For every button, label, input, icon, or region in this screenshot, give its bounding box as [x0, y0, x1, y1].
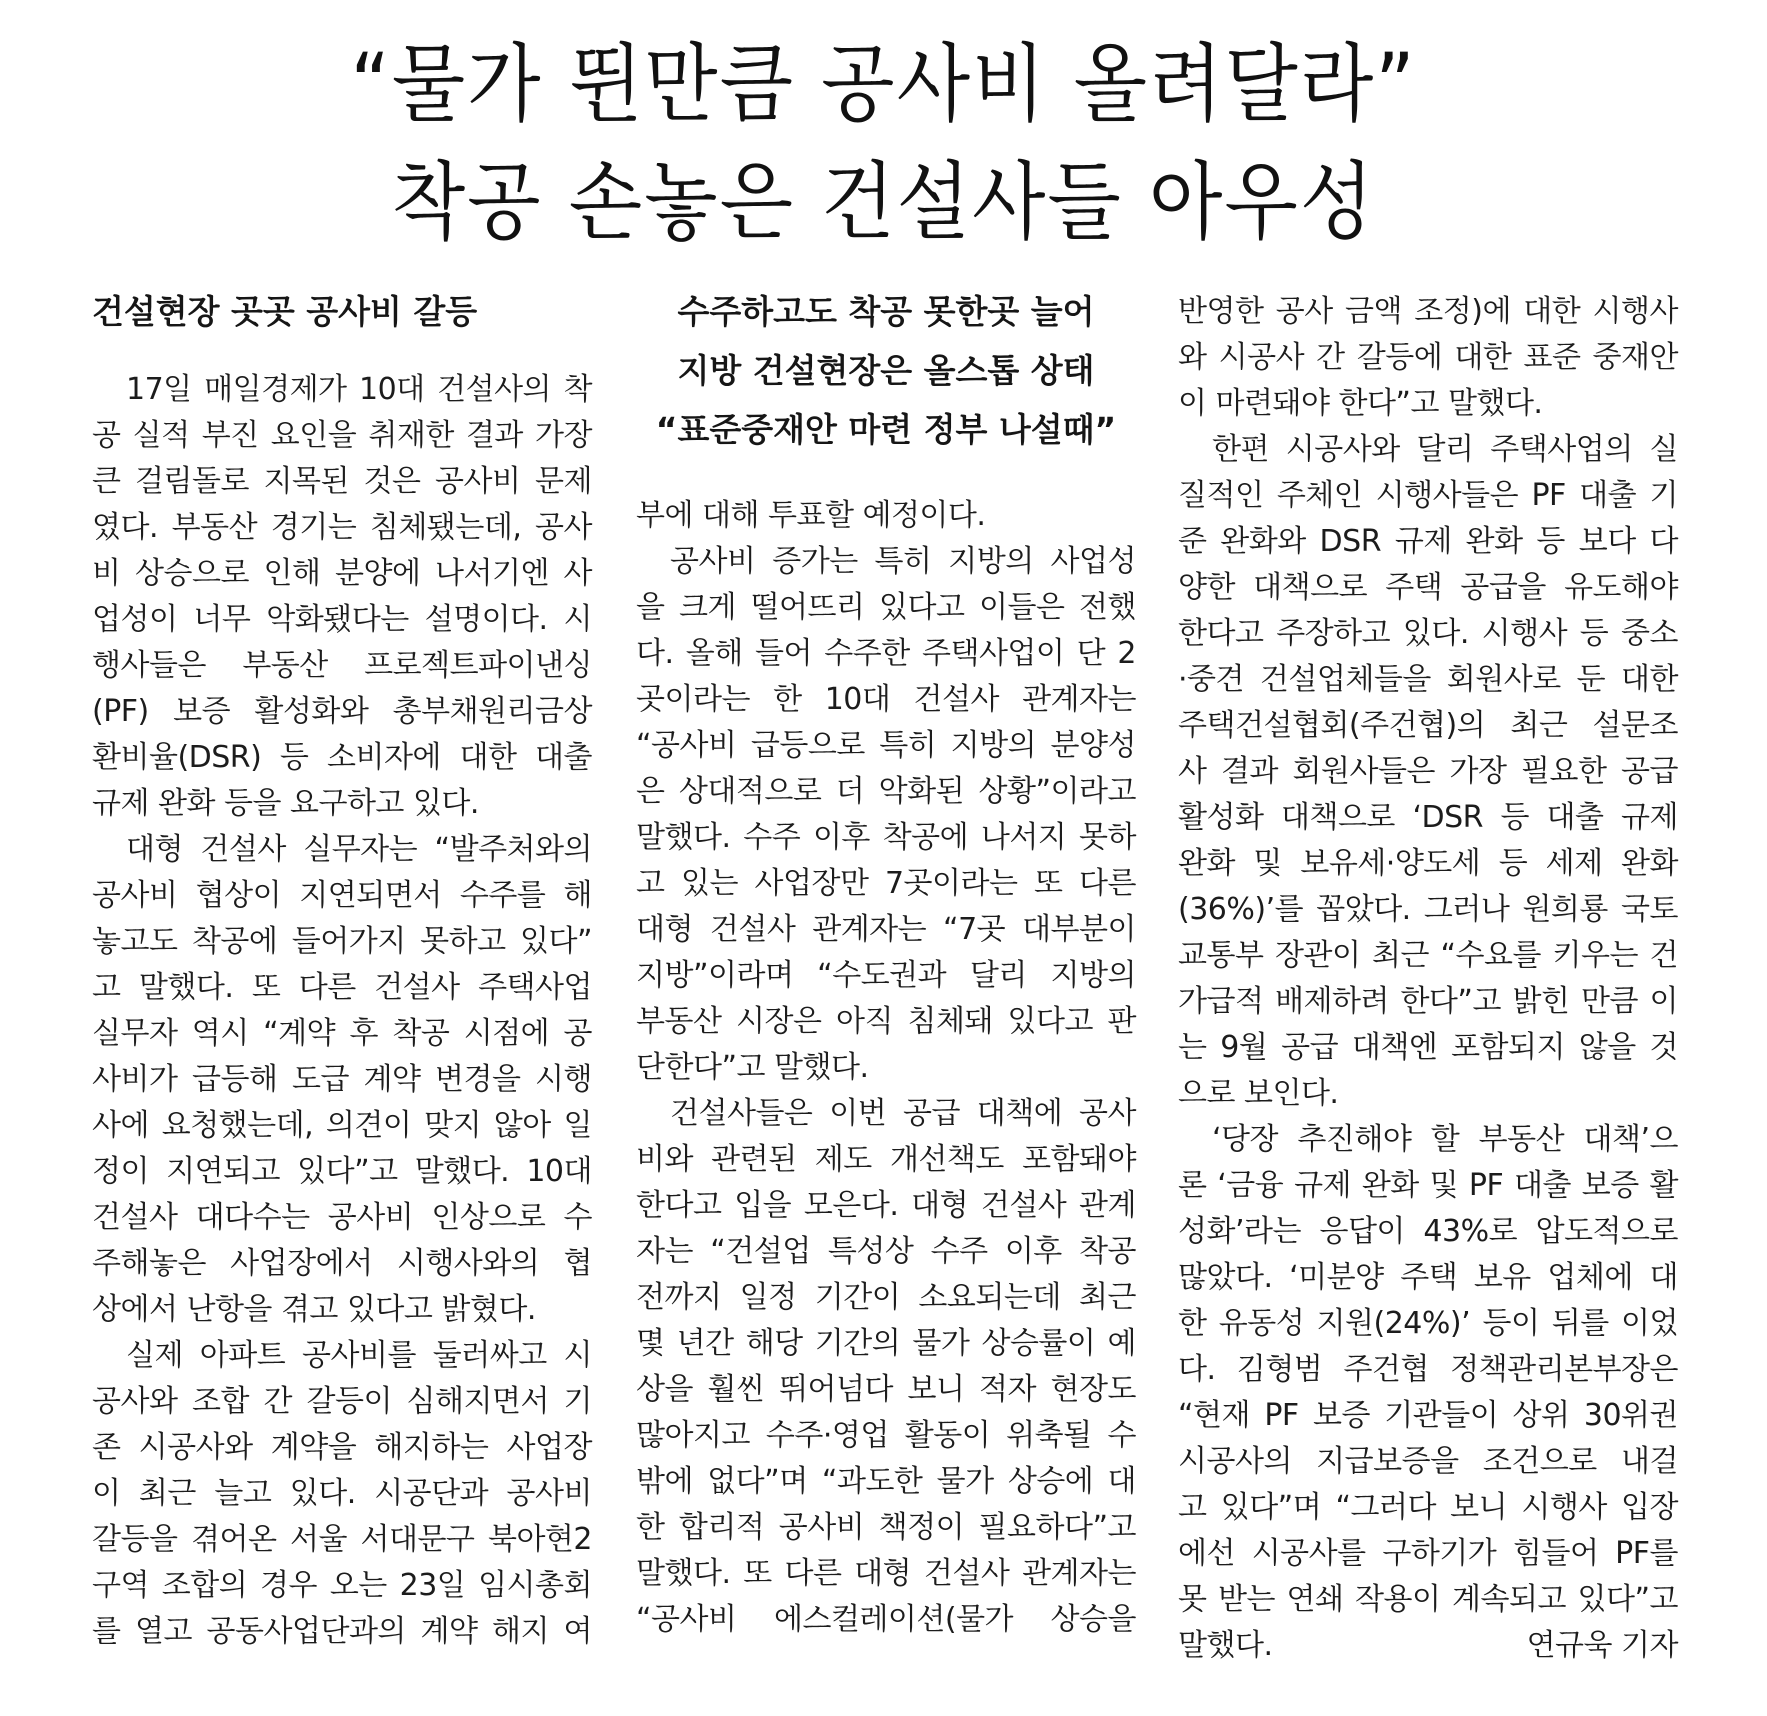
column-2-subheading-1: 수주하고도 착공 못한곳 늘어 — [677, 292, 1095, 331]
body-line: 였다. 부동산 경기는 침체됐는데, 공사 — [92, 510, 592, 545]
body-line: 와 시공사 간 갈등에 대한 표준 중재안 — [1178, 340, 1678, 375]
body-line: 한편 시공사와 달리 주택사업의 실 — [1212, 432, 1678, 467]
body-line: 규제 완화 등을 요구하고 있다. — [92, 786, 479, 821]
body-line: 말했다. 또 다른 대형 건설사 관계자는 — [636, 1556, 1136, 1591]
body-line: 큰 걸림돌로 지목된 것은 공사비 문제 — [92, 464, 592, 499]
body-line: 비와 관련된 제도 개선책도 포함돼야 — [636, 1142, 1136, 1177]
body-line: (PF) 보증 활성화와 총부채원리금상 — [92, 694, 592, 729]
body-line: 부에 대해 투표할 예정이다. — [636, 498, 986, 533]
column-2-subheading-2: 지방 건설현장은 올스톱 상태 — [677, 351, 1095, 390]
body-line: 가급적 배제하려 한다”고 밝힌 만큼 이 — [1178, 984, 1678, 1019]
body-line: 부동산 시장은 아직 침체돼 있다고 판 — [636, 1004, 1136, 1039]
body-line: 밖에 없다”며 “과도한 물가 상승에 대 — [636, 1464, 1136, 1499]
reporter-byline: 연규욱 기자 — [1526, 1628, 1678, 1663]
body-line: 건설사들은 이번 공급 대책에 공사 — [670, 1096, 1136, 1131]
body-line: 성화’라는 응답이 43%로 압도적으로 — [1178, 1214, 1678, 1249]
body-line: 교통부 장관이 최근 “수요를 키우는 건 — [1178, 938, 1678, 973]
body-line: 은 상대적으로 더 악화된 상황”이라고 — [636, 774, 1136, 809]
body-line: 전까지 일정 기간이 소요되는데 최근 — [636, 1280, 1136, 1315]
body-line: 놓고도 착공에 들어가지 못하고 있다” — [92, 924, 592, 959]
body-line: 지방”이라며 “수도권과 달리 지방의 — [636, 958, 1136, 993]
body-line: 자는 “건설업 특성상 수주 이후 착공 — [636, 1234, 1136, 1269]
body-line: 정이 지연되고 있다”고 말했다. 10대 — [92, 1154, 592, 1189]
body-line: 실제 아파트 공사비를 둘러싸고 시 — [126, 1338, 592, 1373]
body-line: 못 받는 연쇄 작용이 계속되고 있다”고 — [1178, 1582, 1678, 1617]
body-line: 갈등을 겪어온 서울 서대문구 북아현2 — [92, 1522, 592, 1557]
body-line: 질적인 주체인 시행사들은 PF 대출 기 — [1178, 478, 1678, 513]
body-line: 업성이 너무 악화됐다는 설명이다. 시 — [92, 602, 592, 637]
body-line: 상을 훨씬 뛰어넘다 보니 적자 현장도 — [636, 1372, 1136, 1407]
body-line: 공사비 증가는 특히 지방의 사업성 — [670, 544, 1136, 579]
body-line: 건설사 대다수는 공사비 인상으로 수 — [92, 1200, 592, 1235]
body-line: 17일 매일경제가 10대 건설사의 착 — [126, 372, 592, 407]
body-line: 완화 및 보유세·양도세 등 세제 완화 — [1178, 846, 1678, 881]
body-line: 몇 년간 해당 기간의 물가 상승률이 예 — [636, 1326, 1136, 1361]
body-line: 곳이라는 한 10대 건설사 관계자는 — [636, 682, 1136, 717]
body-line: 시공사의 지급보증을 조건으로 내걸 — [1178, 1444, 1678, 1479]
body-line: 주택건설협회(주건협)의 최근 설문조 — [1178, 708, 1678, 743]
body-line: 이 최근 늘고 있다. 시공단과 공사비 — [92, 1476, 592, 1511]
headline-line-2: 착공 손놓은 건설사들 아우성 — [391, 152, 1376, 252]
body-line: 존 시공사와 계약을 해지하는 사업장 — [92, 1430, 592, 1465]
closing-line-with-byline — [1178, 1623, 1678, 1669]
body-line: ·중견 건설업체들을 회원사로 둔 대한 — [1178, 662, 1678, 697]
body-line: 를 열고 공동사업단과의 계약 해지 여 — [92, 1614, 592, 1649]
body-line: 많아지고 수주·영업 활동이 위축될 수 — [636, 1418, 1136, 1453]
body-line: 말했다. — [1178, 1628, 1273, 1663]
body-line: “공사비 급등으로 특히 지방의 분양성 — [636, 728, 1136, 763]
body-line: 말했다. 수주 이후 착공에 나서지 못하 — [636, 820, 1136, 855]
body-line: 고 있다”며 “그러다 보니 시행사 입장 — [1178, 1490, 1678, 1525]
body-line: 으로 보인다. — [1178, 1076, 1339, 1111]
body-line: 한 합리적 공사비 책정이 필요하다”고 — [636, 1510, 1136, 1545]
body-line: 고 있는 사업장만 7곳이라는 또 다른 — [636, 866, 1136, 901]
body-line: 다. 김형범 주건협 정책관리본부장은 — [1178, 1352, 1678, 1387]
body-line: 에선 시공사를 구하기가 힘들어 PF를 — [1178, 1536, 1678, 1571]
body-line: 을 크게 떨어뜨리 있다고 이들은 전했 — [636, 590, 1136, 625]
body-line: 한 유동성 지원(24%)’ 등이 뒤를 이었 — [1178, 1306, 1678, 1341]
body-line: 고 말했다. 또 다른 건설사 주택사업 — [92, 970, 592, 1005]
body-line: “현재 PF 보증 기관들이 상위 30위권 — [1178, 1398, 1678, 1433]
body-line: 는 9월 공급 대책엔 포함되지 않을 것 — [1178, 1030, 1678, 1065]
body-line: 준 완화와 DSR 규제 완화 등 보다 다 — [1178, 524, 1678, 559]
body-line: 론 ‘금융 규제 완화 및 PF 대출 보증 활 — [1178, 1168, 1678, 1203]
body-line: 비 상승으로 인해 분양에 나서기엔 사 — [92, 556, 592, 591]
body-line: 한다고 입을 모은다. 대형 건설사 관계 — [636, 1188, 1136, 1223]
body-line: 사에 요청했는데, 의견이 맞지 않아 일 — [92, 1108, 592, 1143]
body-line: 환비율(DSR) 등 소비자에 대한 대출 — [92, 740, 592, 775]
body-line: 공사와 조합 간 갈등이 심해지면서 기 — [92, 1384, 592, 1419]
body-line: 많았다. ‘미분양 주택 보유 업체에 대 — [1178, 1260, 1678, 1295]
body-line: ‘당장 추진해야 할 부동산 대책’으 — [1212, 1122, 1678, 1157]
body-line: 대형 건설사 실무자는 “발주처와의 — [126, 832, 592, 867]
body-line: 대형 건설사 관계자는 “7곳 대부분이 — [636, 912, 1136, 947]
body-line: 양한 대책으로 주택 공급을 유도해야 — [1178, 570, 1678, 605]
body-line: 행사들은 부동산 프로젝트파이낸싱 — [92, 648, 592, 683]
body-line: 다. 올해 들어 수주한 주택사업이 단 2 — [636, 636, 1136, 671]
body-line: 단한다”고 말했다. — [636, 1050, 869, 1085]
body-line: 반영한 공사 금액 조정)에 대한 시행사 — [1178, 294, 1678, 329]
body-line: 공사비 협상이 지연되면서 수주를 해 — [92, 878, 592, 913]
body-line: (36%)’를 꼽았다. 그러나 원희룡 국토 — [1178, 892, 1678, 927]
body-line: 공 실적 부진 요인을 취재한 결과 가장 — [92, 418, 592, 453]
column-1-subheading: 건설현장 곳곳 공사비 갈등 — [92, 292, 478, 331]
body-line: 상에서 난항을 겪고 있다고 밝혔다. — [92, 1292, 536, 1327]
body-line: 구역 조합의 경우 오는 23일 임시총회 — [92, 1568, 592, 1603]
body-line: “공사비 에스컬레이션(물가 상승을 — [636, 1602, 1136, 1637]
headline-line-1: “물가 뛴만큼 공사비 올려달라” — [350, 34, 1417, 134]
body-line: 이 마련돼야 한다”고 말했다. — [1178, 386, 1543, 421]
body-line: 실무자 역시 “계약 후 착공 시점에 공 — [92, 1016, 592, 1051]
body-line: 주해놓은 사업장에서 시행사와의 협 — [92, 1246, 592, 1281]
body-line: 한다고 주장하고 있다. 시행사 등 중소 — [1178, 616, 1678, 651]
body-line: 사비가 급등해 도급 계약 변경을 시행 — [92, 1062, 592, 1097]
body-line: 활성화 대책으로 ‘DSR 등 대출 규제 — [1178, 800, 1678, 835]
body-line: 사 결과 회원사들은 가장 필요한 공급 — [1178, 754, 1678, 789]
column-2-subheading-3: “표준중재안 마련 정부 나설때” — [655, 410, 1117, 449]
